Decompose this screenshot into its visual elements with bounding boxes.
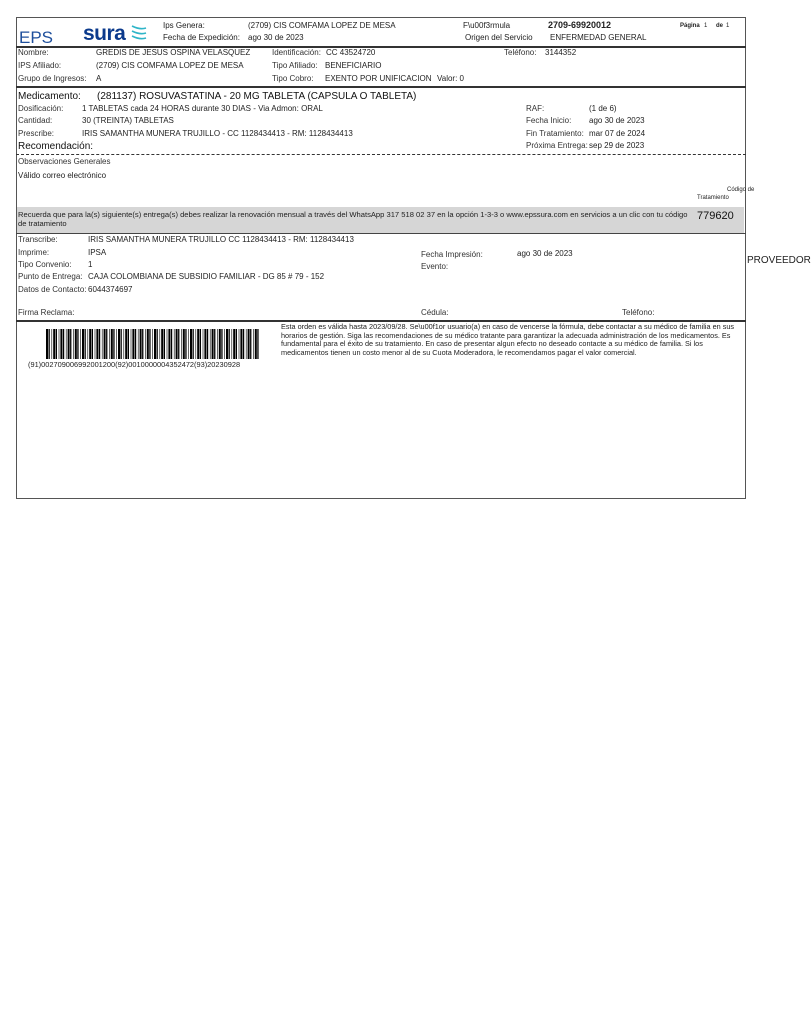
origen-label: Origen del Servicio	[465, 33, 533, 42]
prescribe-label: Prescribe:	[18, 129, 55, 138]
proveedor-vertical-label: PROVEEDOR	[747, 255, 811, 266]
telefono-value: 3144352	[545, 48, 577, 57]
ips-afiliado-label: IPS Afiliado:	[18, 61, 62, 70]
pagina-total: 1	[726, 23, 730, 29]
valor-label: Valor: 0	[437, 74, 464, 83]
pagina-label: Página	[680, 23, 700, 29]
dosificacion-value: 1 TABLETAS cada 24 HORAS durante 30 DIAS - Via Admon: ORAL	[82, 104, 323, 113]
ips-genera-value: (2709) CIS COMFAMA LOPEZ DE MESA	[248, 21, 396, 30]
recomendacion-label: Recomendación:	[18, 141, 94, 152]
firma-telefono-label: Teléfono:	[622, 308, 655, 317]
fecha-inicio-label: Fecha Inicio:	[526, 116, 572, 125]
fecha-impresion-value: ago 30 de 2023	[517, 249, 573, 258]
barcode	[46, 329, 258, 359]
renovacion-text-2: de tratamiento	[18, 219, 67, 228]
medicamento-dashed-divider	[16, 154, 746, 155]
patient-divider	[16, 86, 746, 88]
firma-reclama-label: Firma Reclama:	[18, 308, 75, 317]
grupo-ingresos-value: A	[96, 74, 102, 83]
nombre-label: Nombre:	[18, 48, 49, 57]
pagina-number: 1	[704, 23, 708, 29]
sura-wave-icon	[130, 22, 148, 44]
observaciones-label: Observaciones Generales	[18, 157, 111, 166]
raf-label: RAF:	[526, 104, 545, 113]
fecha-expedicion-label: Fecha de Expedición:	[163, 33, 240, 42]
tipo-cobro-label: Tipo Cobro:	[272, 74, 314, 83]
ips-genera-label: Ips Genera:	[163, 21, 205, 30]
proxima-entrega-value: sep 29 de 2023	[589, 141, 645, 150]
proxima-entrega-label: Próxima Entrega:	[526, 141, 588, 150]
transcribe-label: Transcribe:	[18, 235, 58, 244]
medicamento-label: Medicamento:	[18, 91, 81, 102]
renovacion-text-1: Recuerda que para la(s) siguiente(s) entrega(s) debes realizar la renovación mensual a través del WhatsApp 317 518 02 37 en la opción 1-3-3 o www.epssura.com en servicios a un clic con tu código	[18, 210, 688, 219]
raf-value: (1 de 6)	[589, 104, 617, 113]
cantidad-value: 30 (TREINTA) TABLETAS	[82, 116, 174, 125]
codigo-tratamiento-label-1: Código de	[727, 187, 755, 193]
cedula-label: Cédula:	[421, 308, 449, 317]
fecha-impresion-label: Fecha Impresión:	[421, 250, 483, 259]
identificacion-value: CC 43524720	[326, 48, 376, 57]
tipo-cobro-value: EXENTO POR UNIFICACION	[325, 74, 432, 83]
prescribe-value: IRIS SAMANTHA MUNERA TRUJILLO - CC 1128434413 - RM: 1128434413	[82, 129, 353, 138]
formula-label: F\u00f3rmula	[463, 21, 511, 30]
cantidad-label: Cantidad:	[18, 116, 53, 125]
medicamento-value: (281137) ROSUVASTATINA - 20 MG TABLETA (CAPSULA O TABLETA)	[97, 91, 417, 102]
dosificacion-label: Dosificación:	[18, 104, 64, 113]
origen-value: ENFERMEDAD GENERAL	[550, 33, 647, 42]
document-frame	[16, 17, 746, 499]
fin-tratamiento-value: mar 07 de 2024	[589, 129, 646, 138]
fecha-expedicion-value: ago 30 de 2023	[248, 33, 304, 42]
tipo-afiliado-label: Tipo Afiliado:	[272, 61, 318, 70]
identificacion-label: Identificación:	[272, 48, 321, 57]
valido-correo: Válido correo electrónico	[18, 171, 107, 180]
punto-entrega-value: CAJA COLOMBIANA DE SUBSIDIO FAMILIAR - DG 85 # 79 - 152	[88, 272, 325, 281]
fecha-inicio-value: ago 30 de 2023	[589, 116, 645, 125]
datos-contacto-value: 6044374697	[88, 285, 133, 294]
punto-entrega-label: Punto de Entrega:	[18, 272, 83, 281]
tipo-convenio-label: Tipo Convenio:	[18, 260, 72, 269]
sura-logo: sura	[83, 22, 126, 45]
ips-afiliado-value: (2709) CIS COMFAMA LOPEZ DE MESA	[96, 61, 244, 70]
grupo-ingresos-label: Grupo de Ingresos:	[18, 74, 87, 83]
pagina-de: de	[716, 23, 724, 29]
codigo-tratamiento-value: 779620	[697, 210, 734, 222]
telefono-label: Teléfono:	[504, 48, 537, 57]
tipo-afiliado-value: BENEFICIARIO	[325, 61, 382, 70]
fin-tratamiento-label: Fin Tratamiento:	[526, 129, 584, 138]
barcode-text: (91)002709006992001200(92)0010000004352472(93)20230928	[28, 360, 241, 369]
transcribe-value: IRIS SAMANTHA MUNERA TRUJILLO CC 1128434413 - RM: 1128434413	[88, 235, 354, 244]
eps-label: EPS	[19, 28, 54, 47]
observaciones-divider	[16, 233, 746, 234]
datos-contacto-label: Datos de Contacto:	[18, 285, 87, 294]
validez-nota: Esta orden es válida hasta 2023/09/28. Se\u00f1or usuario(a) en caso de vencerse la fórmula, debe contactar a su médico de familia en sus horarios de gestión. Siga las recomendaciones de su médico tratante para garantizar la adecuada administración de los medicamentos. Es fundamental para el éxito de su tratamiento. En caso de presentar algun efecto no deseado contacte a su médico de familia. Si los medicamentos tienen un costo menor al de su Cuota Moderadora, le recomendamos pagar el valor comercial.	[281, 322, 735, 357]
imprime-label: Imprime:	[18, 248, 50, 257]
formula-number: 2709-69920012	[548, 20, 612, 30]
nombre-value: GREDIS DE JESUS OSPINA VELASQUEZ	[96, 48, 251, 57]
tipo-convenio-value: 1	[88, 260, 93, 269]
codigo-tratamiento-label-2: Tratamiento	[697, 195, 729, 201]
imprime-value: IPSA	[88, 248, 107, 257]
evento-label: Evento:	[421, 262, 449, 271]
